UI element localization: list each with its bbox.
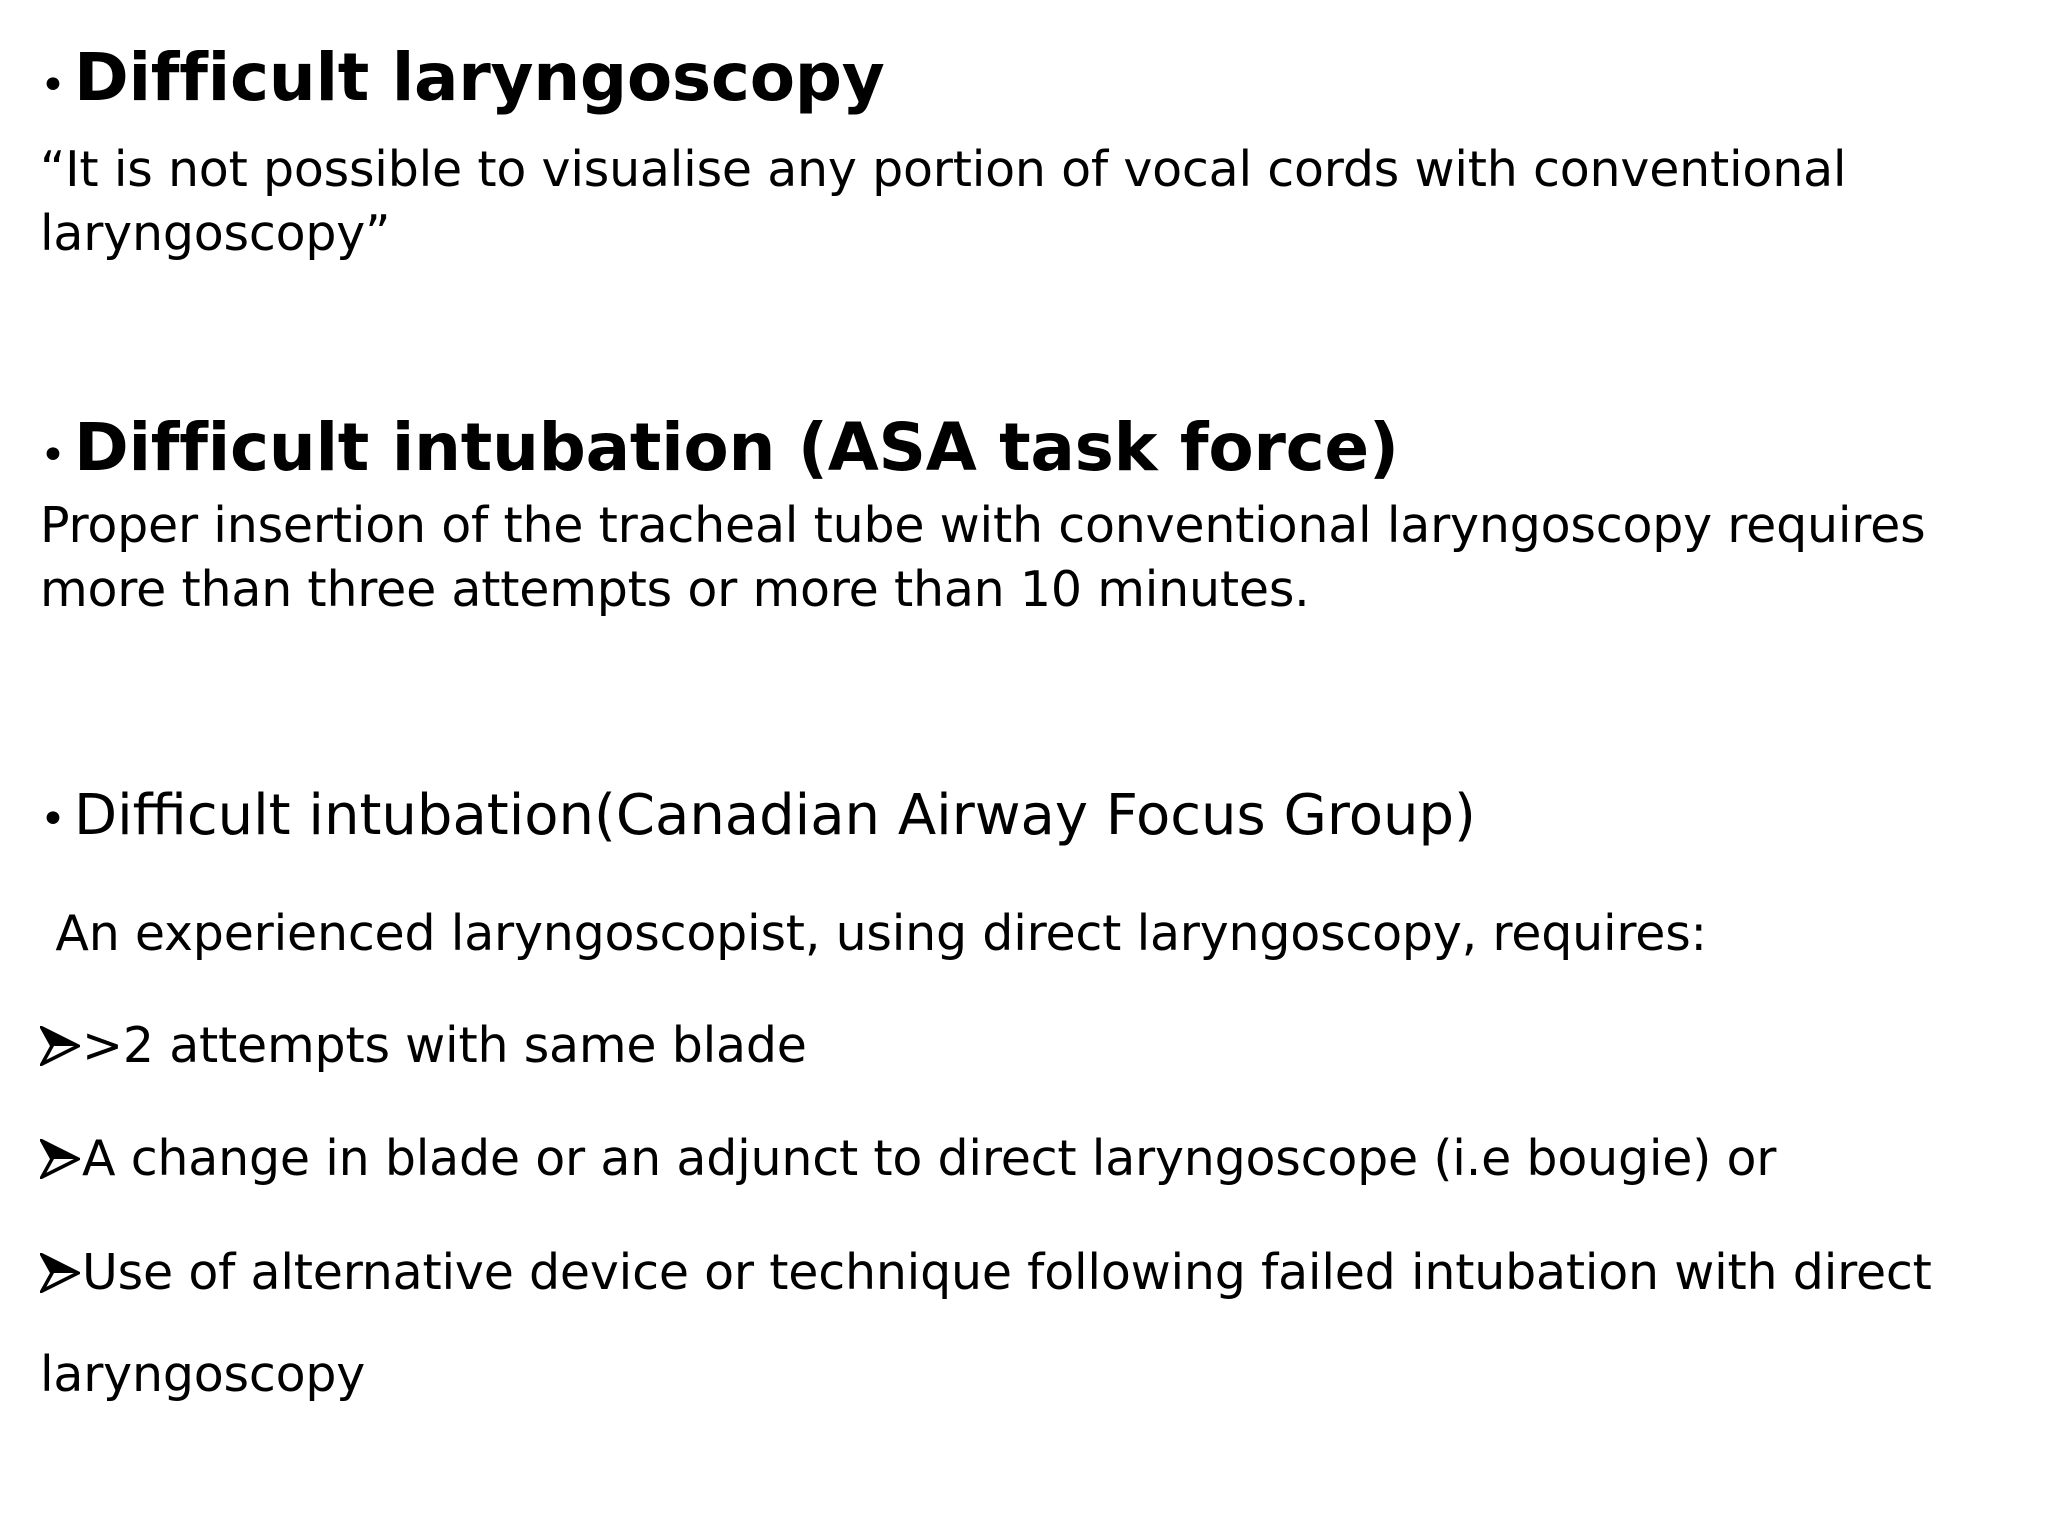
- arrow-bullet-icon: [40, 1139, 82, 1179]
- definition-difficult-laryngoscopy: [40, 138, 2000, 266]
- section-difficult-intubation-asa: [40, 409, 2000, 486]
- heading-row: [40, 785, 2000, 847]
- heading-difficult-intubation-asa: Difficult intubation (ASA task force): [74, 409, 1399, 486]
- section-difficult-intubation-canadian: [40, 785, 2000, 847]
- definition-difficult-intubation-asa: [40, 494, 2000, 622]
- criteria-item-text: Use of alternative device or technique following failed intubation with direct: [82, 1244, 1932, 1301]
- arrow-bullet-icon: [40, 1253, 82, 1293]
- definition-line: “It is not possible to visualise any portion of vocal cords with conventional: [40, 141, 1847, 198]
- heading-difficult-intubation-canadian: Difficult intubation(Canadian Airway Focus Group): [74, 783, 1476, 848]
- heading-difficult-laryngoscopy: Difficult laryngoscopy: [74, 39, 885, 116]
- criteria-item-text: >2 attempts with same blade: [82, 1017, 807, 1074]
- criteria-item-continuation: laryngoscopy: [40, 1346, 366, 1403]
- heading-row: [40, 39, 2000, 116]
- section-difficult-laryngoscopy: [40, 39, 2000, 116]
- bullet-icon: •: [40, 430, 66, 481]
- canadian-intro: An experienced laryngoscopist, using direct laryngoscopy, requires:: [40, 905, 1707, 962]
- criteria-item: [40, 1241, 1932, 1305]
- criteria-item: [40, 1127, 1776, 1191]
- criteria-item-text: A change in blade or an adjunct to direct laryngoscope (i.e bougie) or: [82, 1130, 1777, 1187]
- definition-line: more than three attempts or more than 10 minutes.: [40, 561, 1310, 618]
- definition-line: Proper insertion of the tracheal tube with conventional laryngoscopy requires: [40, 497, 1926, 554]
- bullet-icon: •: [40, 60, 66, 111]
- bullet-icon: •: [40, 794, 66, 845]
- heading-row: [40, 409, 2000, 486]
- criteria-item: [40, 1014, 807, 1078]
- definition-line: laryngoscopy”: [40, 205, 391, 262]
- arrow-bullet-icon: [40, 1026, 82, 1066]
